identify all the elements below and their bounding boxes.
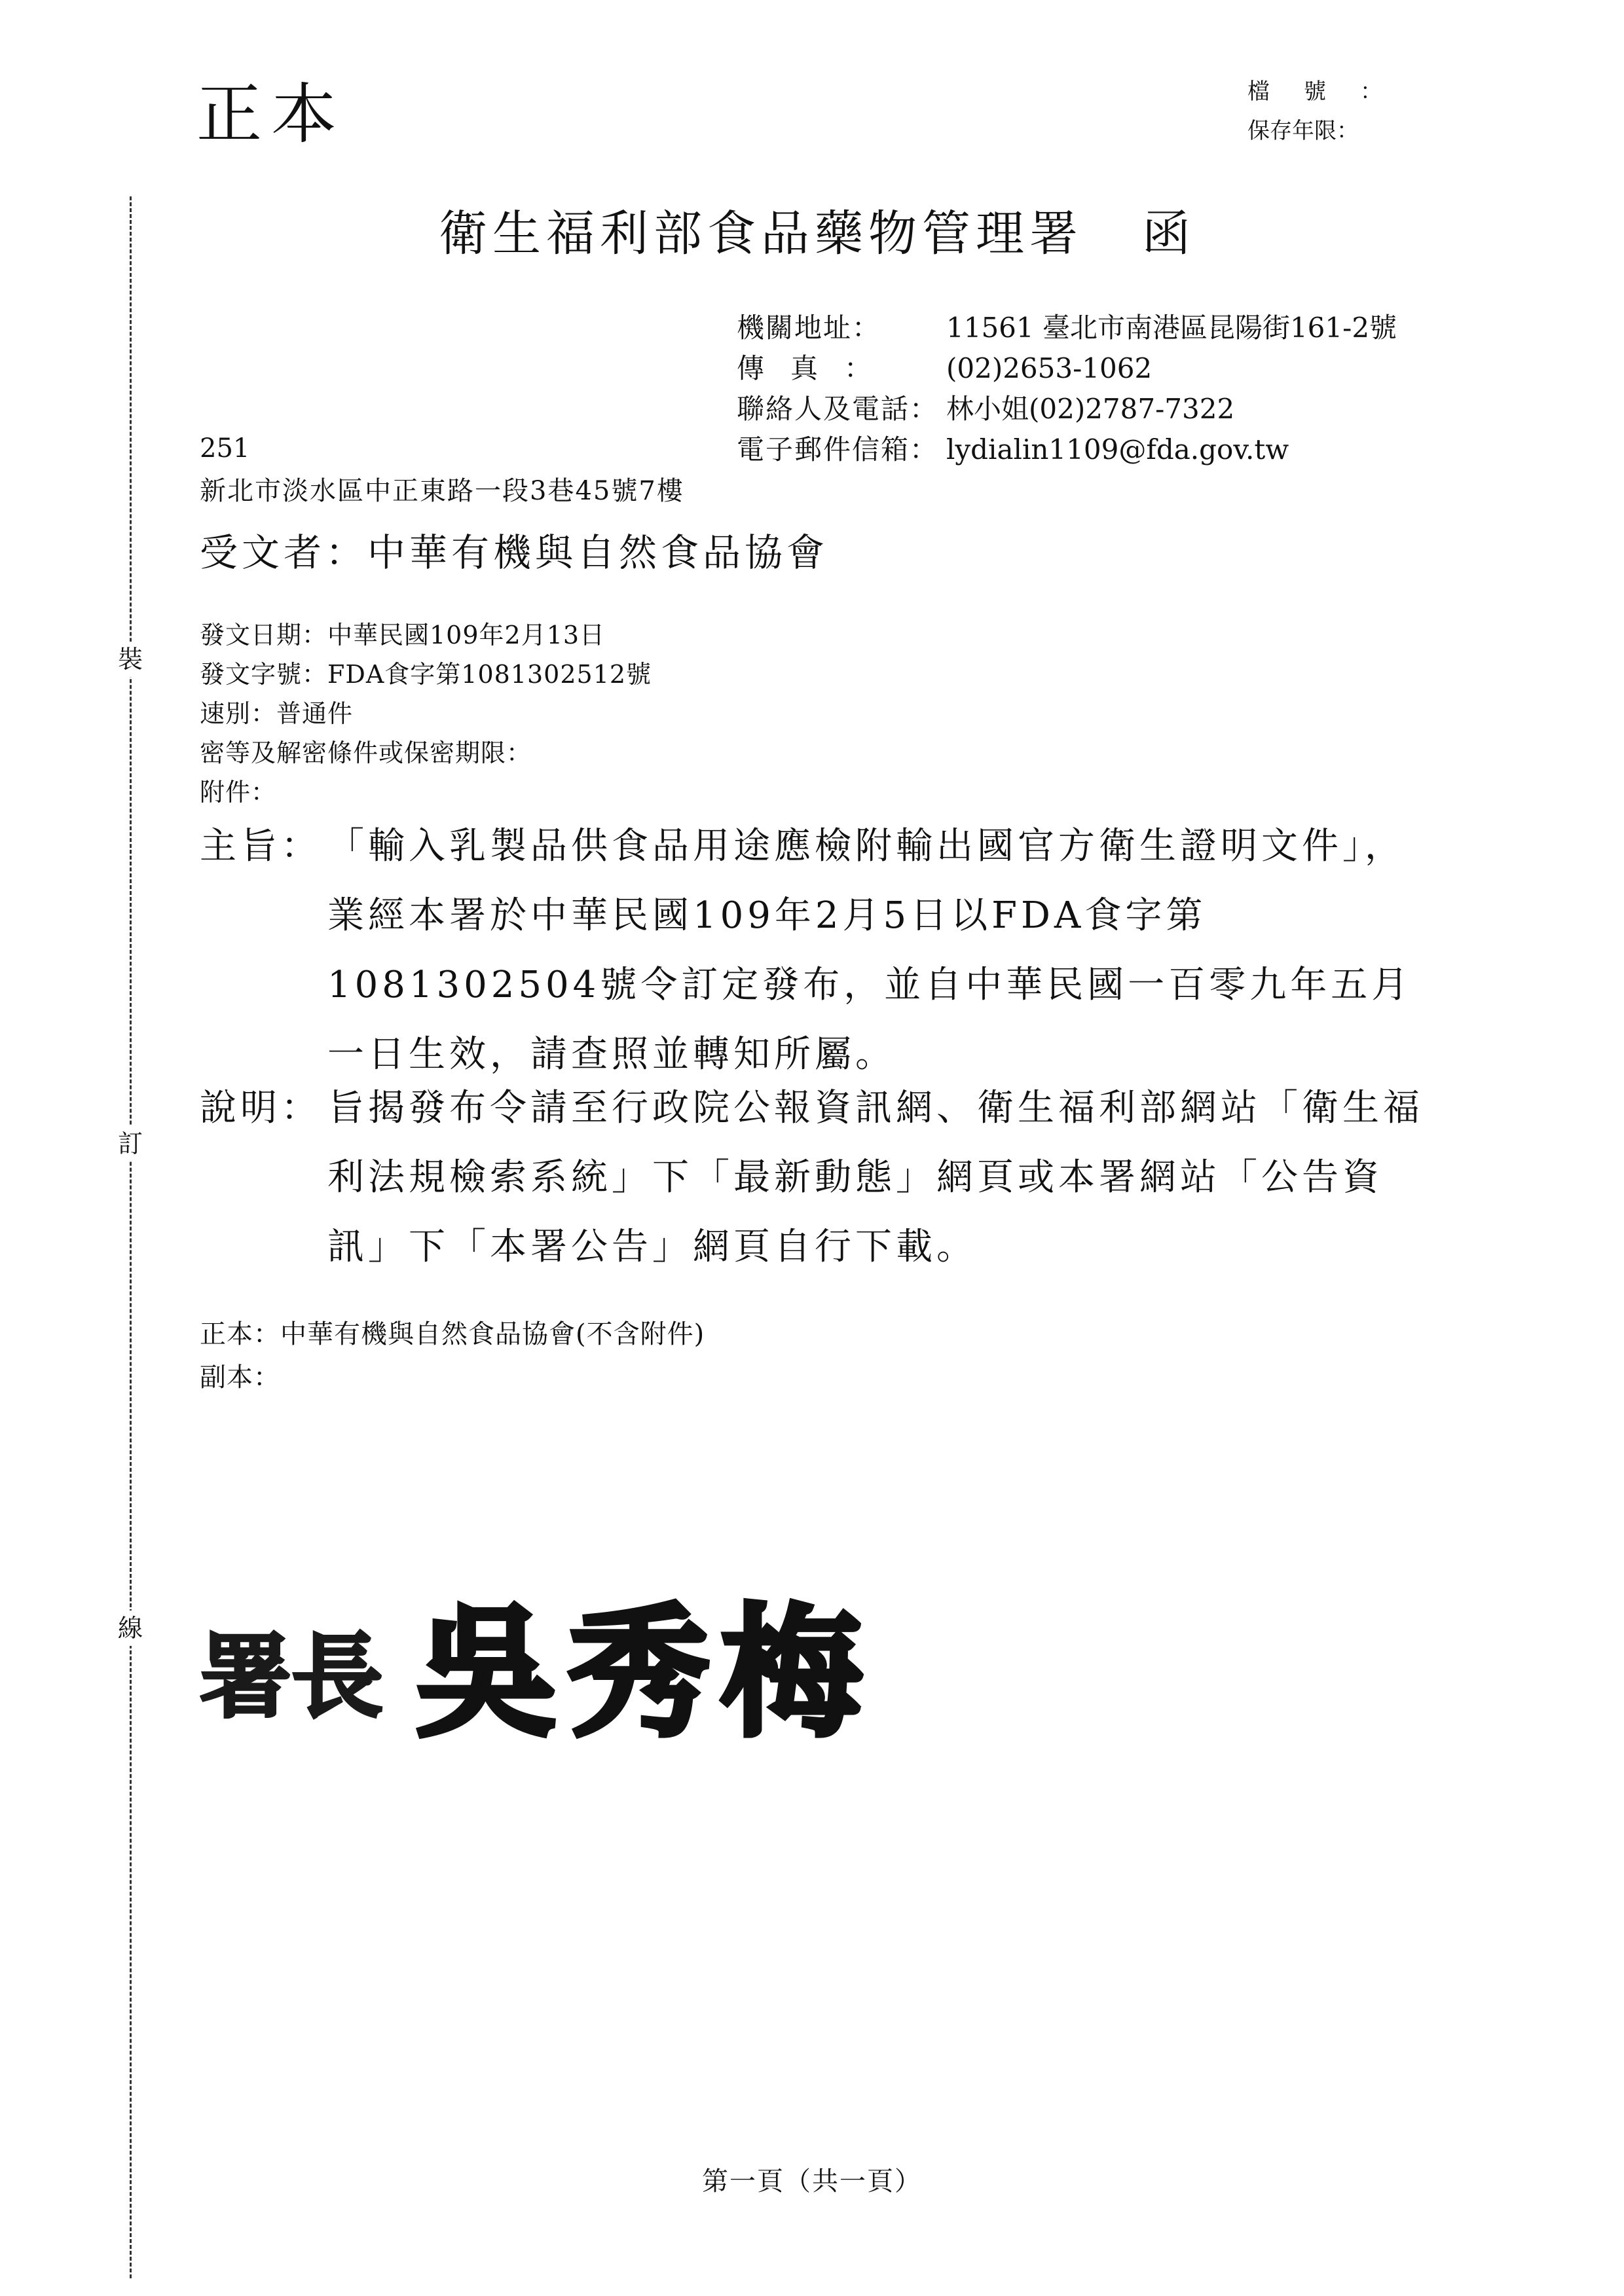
subject-heading: 主旨： bbox=[200, 825, 322, 867]
attachment: 附件： bbox=[200, 778, 277, 807]
document-title bbox=[439, 206, 1196, 262]
agency-address: 11561 臺北市南港區昆陽街161-2號 bbox=[946, 312, 1397, 344]
document-type: 函 bbox=[1142, 206, 1196, 262]
agency-fax: (02)2653-1062 bbox=[946, 352, 1153, 384]
recipient: 受文者：中華有機與自然食品協會 bbox=[200, 530, 829, 575]
signature-title: 署長 bbox=[200, 1624, 384, 1731]
issue-date: 發文日期：中華民國109年2月13日 bbox=[200, 621, 606, 649]
binding-line bbox=[130, 196, 132, 2278]
original-recipient: 正本：中華有機與自然食品協會(不含附件) bbox=[200, 1319, 705, 1349]
binding-mark-zhuang: 裝 bbox=[113, 642, 148, 677]
recipient-postal-code: 251 bbox=[200, 433, 250, 464]
page-footer: 第一頁（共一頁） bbox=[702, 2166, 922, 2196]
recipient-address: 新北市淡水區中正東路一段3巷45號7樓 bbox=[200, 476, 684, 506]
explanation-text: 旨揭發布令請至行政院公報資訊網、衛生福利部網站「衛生福利法規檢索系統」下「最新動態」網頁或本署網站「公告資訊」下「本署公告」網頁自行下載。 bbox=[327, 1087, 1424, 1268]
fax-label: 傳真： bbox=[737, 352, 898, 384]
file-fields bbox=[1247, 72, 1416, 151]
agency-contact-person: 林小姐(02)2787-7322 bbox=[946, 393, 1235, 425]
retention-period-label: 保存年限： bbox=[1247, 118, 1359, 144]
signature-name: 吳秀梅 bbox=[416, 1590, 874, 1755]
secrecy-level: 密等及解密條件或保密期限： bbox=[200, 738, 532, 767]
address-label: 機關地址： bbox=[737, 312, 881, 344]
copy-recipient: 副本： bbox=[200, 1362, 280, 1393]
agency-name: 衛生福利部食品藥物管理署 bbox=[439, 206, 1083, 262]
document-meta bbox=[200, 615, 652, 812]
file-number-label: 檔號： bbox=[1247, 79, 1416, 105]
subject-text: 「輸入乳製品供食品用途應檢附輸出國官方衛生證明文件」，業經本署於中華民國109年2月5日以FDA食字第1081302504號令訂定發布，並自中華民國一百零九年五月一日生效，請查照並轉知所屬。 bbox=[327, 825, 1412, 1076]
agency-contact-block bbox=[737, 308, 1397, 470]
delivery-speed: 速別：普通件 bbox=[200, 699, 354, 728]
binding-mark-ding: 訂 bbox=[113, 1126, 148, 1161]
explanation-section bbox=[200, 1074, 1444, 1282]
document-number: 發文字號：FDA食字第1081302512號 bbox=[200, 660, 652, 689]
binding-mark-xian: 線 bbox=[113, 1611, 148, 1646]
contact-label: 聯絡人及電話： bbox=[737, 393, 939, 425]
copy-type-stamp: 正本 bbox=[196, 76, 346, 153]
director-signature bbox=[200, 1558, 920, 1768]
distribution-list bbox=[200, 1313, 705, 1399]
subject-section bbox=[200, 812, 1444, 1089]
explanation-heading: 說明： bbox=[200, 1087, 322, 1129]
agency-email: lydialin1109@fda.gov.tw bbox=[946, 433, 1289, 465]
email-label: 電子郵件信箱： bbox=[737, 433, 939, 465]
